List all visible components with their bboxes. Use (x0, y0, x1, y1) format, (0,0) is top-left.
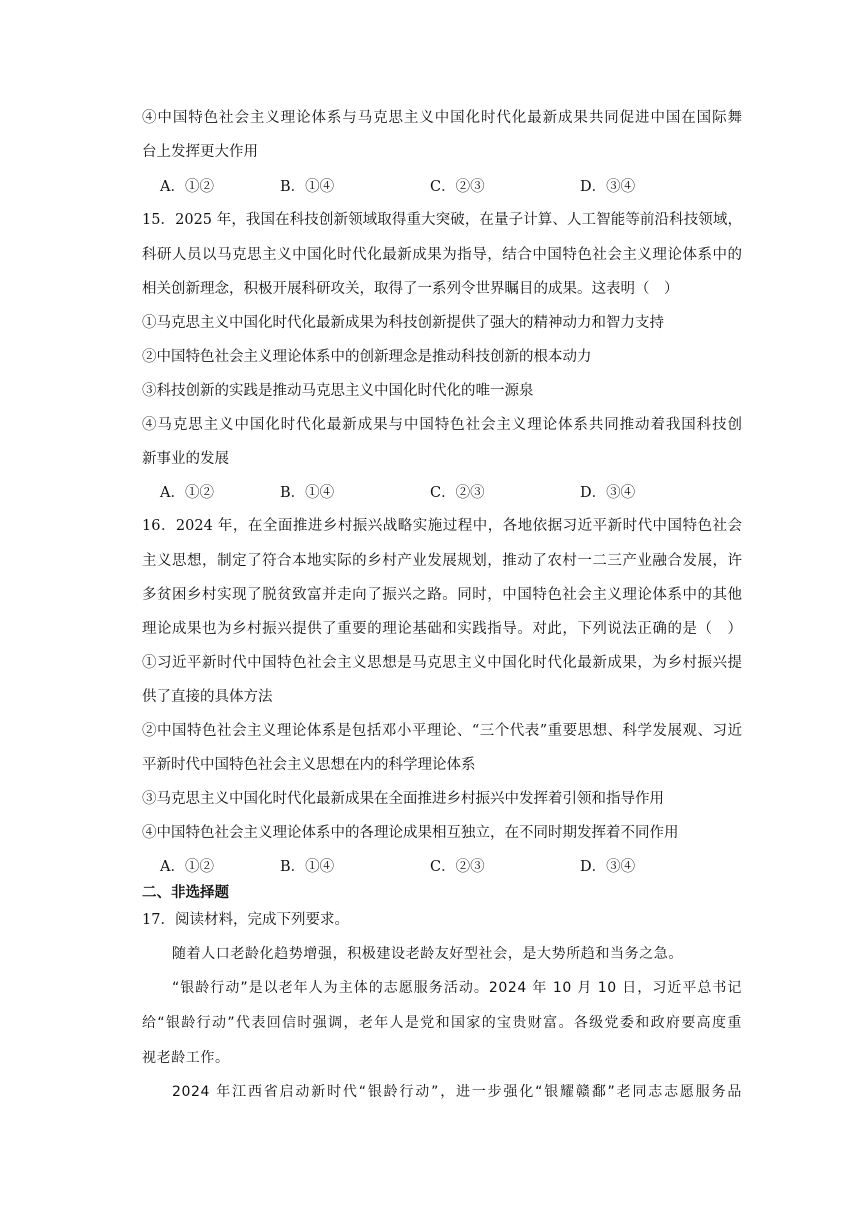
q16-statement-2-line-2: 平新时代中国特色社会主义思想在内的科学理论体系 (142, 757, 476, 773)
q17-material-paragraph-2-line-3: 视老龄工作。 (142, 1050, 230, 1066)
q14-option-c: C．②③ (430, 179, 485, 195)
q16-statement-1-line-1: ①习近平新时代中国特色社会主义思想是马克思主义中国化时代化最新成果，为乡村振兴提 (142, 655, 742, 671)
q15-option-d: D．③④ (580, 485, 636, 501)
q16-statement-1-line-2: 供了直接的具体方法 (142, 689, 273, 705)
q16-stem-line-1: 16．2024 年，在全面推进乡村振兴战略实施过程中，各地依据习近平新时代中国特色社会 (142, 518, 742, 534)
section-heading: 二、非选择题 (142, 885, 229, 901)
q17-material-paragraph-3-line-1: 2024 年江西省启动新时代“银龄行动”，进一步强化“银耀赣鄱”老同志志愿服务品 (172, 1084, 742, 1100)
q14-options (160, 177, 720, 197)
q17-stem: 17．阅读材料，完成下列要求。 (142, 912, 349, 928)
q15-option-b: B．①④ (280, 485, 335, 501)
q15-statement-2: ②中国特色社会主义理论体系中的创新理念是推动科技创新的根本动力 (142, 349, 592, 365)
q17-material-paragraph-2-line-2: 给“银龄行动”代表回信时强调，老年人是党和国家的宝贵财富。各级党委和政府要高度重 (142, 1015, 742, 1031)
q16-stem-line-4: 理论成果也为乡村振兴提供了重要的理论基础和实践指导。对此，下列说法正确的是（ ） (142, 621, 742, 637)
q16-statement-3: ③马克思主义中国化时代化最新成果在全面推进乡村振兴中发挥着引领和指导作用 (142, 791, 664, 807)
q14-statement-4-line-2: 台上发挥更大作用 (142, 144, 258, 160)
q15-option-c: C．②③ (430, 485, 485, 501)
q14-statement-4-line-1: ④中国特色社会主义理论体系与马克思主义中国化时代化最新成果共同促进中国在国际舞 (142, 110, 742, 126)
q16-option-a: A．①② (160, 859, 214, 875)
q14-option-a: A．①② (160, 179, 214, 195)
q14-option-d: D．③④ (580, 179, 636, 195)
q14-option-b: B．①④ (280, 179, 335, 195)
q16-stem-line-2: 主义思想，制定了符合本地实际的乡村产业发展规划，推动了农村一二三产业融合发展，许 (142, 553, 742, 569)
q15-options (160, 483, 720, 503)
q16-option-b: B．①④ (280, 859, 335, 875)
q16-statement-2-line-1: ②中国特色社会主义理论体系是包括邓小平理论、“三个代表”重要思想、科学发展观、习近 (142, 723, 742, 739)
q15-stem-line-2: 科研人员以马克思主义中国化时代化最新成果为指导，结合中国特色社会主义理论体系中的 (142, 247, 742, 263)
q17-material-paragraph-2-line-1: “银龄行动”是以老年人为主体的志愿服务活动。2024 年 10 月 10 日，习近平总书记 (172, 980, 742, 996)
q16-options (160, 857, 720, 877)
q16-stem-line-3: 多贫困乡村实现了脱贫致富并走向了振兴之路。同时，中国特色社会主义理论体系中的其他 (142, 587, 742, 603)
q17-material-paragraph-1: 随着人口老龄化趋势增强，积极建设老龄友好型社会，是大势所趋和当务之急。 (172, 946, 683, 962)
q15-statement-4-line-2: 新事业的发展 (142, 451, 229, 467)
q16-option-d: D．③④ (580, 859, 636, 875)
q15-stem-line-3: 相关创新理念，积极开展科研攻关，取得了一系列令世界瞩目的成果。这表明（ ） (142, 281, 679, 297)
q15-option-a: A．①② (160, 485, 214, 501)
q15-stem-line-1: 15．2025 年，我国在科技创新领域取得重大突破，在量子计算、人工智能等前沿科技领域， (142, 212, 742, 228)
q15-statement-3: ③科技创新的实践是推动马克思主义中国化时代化的唯一源泉 (142, 383, 534, 399)
q16-statement-4: ④中国特色社会主义理论体系中的各理论成果相互独立，在不同时期发挥着不同作用 (142, 825, 679, 841)
q15-statement-1: ①马克思主义中国化时代化最新成果为科技创新提供了强大的精神动力和智力支持 (142, 315, 664, 331)
q15-statement-4-line-1: ④马克思主义中国化时代化最新成果与中国特色社会主义理论体系共同推动着我国科技创 (142, 417, 742, 433)
q16-option-c: C．②③ (430, 859, 485, 875)
